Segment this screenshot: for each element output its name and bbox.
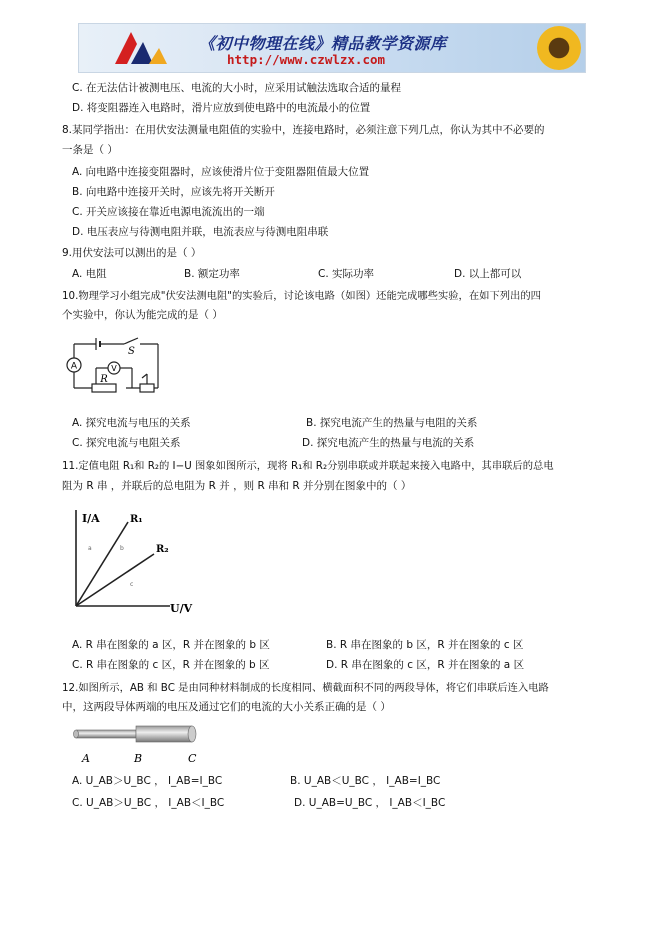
q9-stem: 9.用伏安法可以测出的是（ ） [62, 247, 202, 259]
q9-option-b: B. 额定功率 [184, 268, 240, 280]
switch-label: S [128, 346, 135, 357]
q8-option-a: A. 向电路中连接变阻器时，应该使滑片位于变阻器阻值最大位置 [72, 166, 370, 178]
q12-stem-1: 12.如图所示，AB 和 BC 是由同种材料制成的长度相同、横截面积不同的两段导体，将它们串联后连入电路 [62, 682, 549, 694]
q10-stem-2: 个实验中，你认为能完成的是（ ） [62, 309, 223, 321]
q12-option-d: D. U_AB=U_BC ， I_AB＜I_BC [294, 797, 446, 809]
q11-stem-1: 11.定值电阻 R₁和 R₂的 I−U 图象如图所示，现将 R₁和 R₂分别串联或并联起来接入电路中，其串联后的总电 [62, 460, 554, 472]
label-a: A [82, 752, 90, 765]
r1-label: R₁ [130, 514, 143, 525]
label-b: B [134, 752, 143, 765]
resistor-label: R [100, 374, 108, 385]
logo-icon [109, 28, 169, 68]
q8-stem-2: 一条是（ ） [62, 144, 118, 156]
q11-option-c: C. R 串在图象的 c 区，R 并在图象的 b 区 [72, 659, 270, 671]
sunflower-icon [537, 26, 581, 70]
q10-option-c: C. 探究电流与电阻关系 [72, 437, 181, 449]
q11-option-d: D. R 串在图象的 c 区，R 并在图象的 a 区 [326, 659, 525, 671]
ylabel: I/A [82, 512, 100, 525]
ammeter-label: A [70, 361, 78, 372]
xlabel: U/V [170, 602, 193, 615]
q11-stem-2: 阻为 R 串 ，并联后的总电阻为 R 并 ，则 R 串和 R 并分别在图象中的（ ） [62, 480, 412, 492]
banner-title: 《初中物理在线》精品教学资源库 [199, 34, 447, 53]
q8-option-b: B. 向电路中连接开关时，应该先将开关断开 [72, 186, 275, 198]
q9-option-d: D. 以上都可以 [454, 268, 522, 280]
q9-option-c: C. 实际功率 [318, 268, 375, 280]
region-c: c [130, 581, 134, 588]
option-line-d: D. 将变阻器连入电路时，滑片应放到使电路中的电流最小的位置 [72, 102, 371, 114]
circuit-diagram [62, 332, 172, 402]
iu-graph [62, 500, 202, 620]
region-b: b [120, 545, 124, 552]
r2-label: R₂ [156, 544, 169, 555]
label-c: C [188, 752, 197, 765]
q11-option-a: A. R 串在图象的 a 区，R 并在图象的 b 区 [72, 639, 270, 651]
q12-option-a: A. U_AB＞U_BC ， I_AB=I_BC [72, 775, 223, 787]
banner-url[interactable]: http://www.czwlzx.com [227, 52, 386, 67]
q8-option-c: C. 开关应该接在靠近电源电流流出的一端 [72, 206, 265, 218]
q12-stem-2: 中，这两段导体两端的电压及通过它们的电流的大小关系正确的是（ ） [62, 701, 391, 713]
q9-option-a: A. 电阻 [72, 268, 107, 280]
q12-option-b: B. U_AB＜U_BC ， I_AB=I_BC [290, 775, 441, 787]
q10-option-d: D. 探究电流产生的热量与电流的关系 [302, 437, 475, 449]
q10-option-b: B. 探究电流产生的热量与电阻的关系 [306, 417, 478, 429]
q10-option-a: A. 探究电流与电压的关系 [72, 417, 191, 429]
q8-stem-1: 8.某同学指出：在用伏安法测量电阻值的实验中，连接电路时，必须注意下列几点，你认为其中不必要的 [62, 124, 545, 136]
conductor-figure [70, 722, 210, 766]
q8-option-d: D. 电压表应与待测电阻并联，电流表应与待测电阻串联 [72, 226, 329, 238]
site-banner [78, 23, 586, 73]
option-line-c: C. 在无法估计被测电压、电流的大小时，应采用试触法选取合适的量程 [72, 82, 402, 94]
region-a: a [88, 545, 92, 552]
q12-option-c: C. U_AB＞U_BC ， I_AB＜I_BC [72, 797, 225, 809]
q10-stem-1: 10.物理学习小组完成"伏安法测电阻"的实验后，讨论该电路（如图）还能完成哪些实验，在如下列出的四 [62, 290, 541, 302]
voltmeter-label: V [111, 364, 117, 373]
q11-option-b: B. R 串在图象的 b 区，R 并在图象的 c 区 [326, 639, 524, 651]
